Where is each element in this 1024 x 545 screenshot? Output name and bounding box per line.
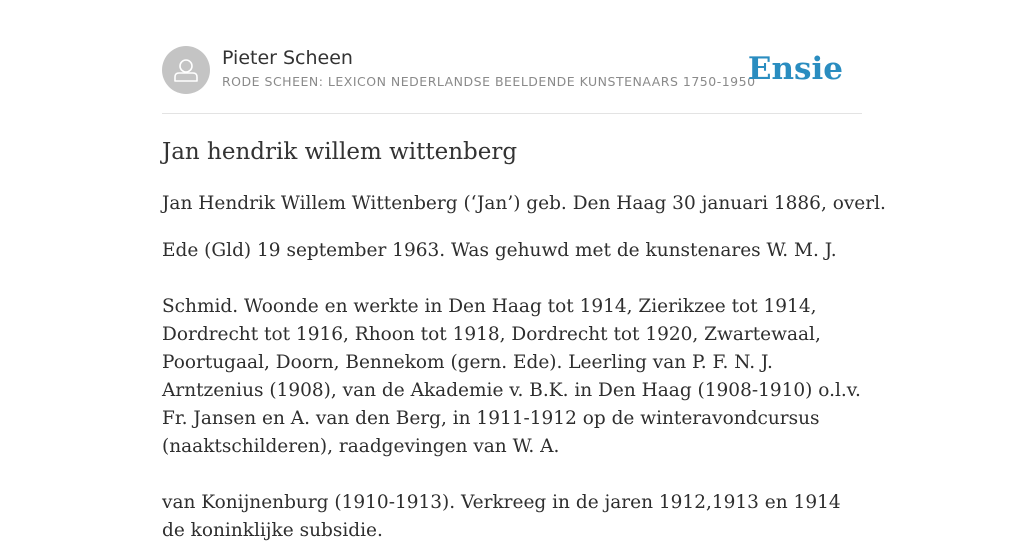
article-paragraph: van Konijnenburg (1910-1913). Verkreeg in de jaren 1912,1913 en 1914 de koninklijke subsidie. (162, 492, 841, 541)
article-paragraph: Schmid. Woonde en werkte in Den Haag tot 1914, Zierikzee tot 1914, Dordrecht tot 1916, Rhoon tot 1918, Dordrecht tot 1920, Zwartewaal, Poortugaal, Doorn, Bennekom (gern. Ede). Leerling van P. F. N. J. Arntzenius (1908), van de Akademie v. B.K. in Den Haag (1908-1910) o.l.v. Fr. Jansen en A. van den Berg, in 1911-1912 op de winteravondcursus (naaktschilderen), raadgevingen van W. A. (162, 296, 861, 457)
user-icon (162, 46, 210, 94)
article-title: Jan hendrik willem wittenberg (162, 139, 518, 165)
header (162, 46, 862, 96)
source-title[interactable]: RODE SCHEEN: LEXICON NEDERLANDSE BEELDENDE KUNSTENAARS 1750-1950 (222, 74, 756, 89)
author-avatar[interactable] (162, 46, 210, 94)
header-divider (162, 113, 862, 114)
article-paragraph: Jan Hendrik Willem Wittenberg (‘Jan’) geb. Den Haag 30 januari 1886, overl. (162, 193, 886, 214)
author-name[interactable]: Pieter Scheen (222, 47, 353, 69)
brand-logo[interactable]: Ensie (747, 51, 843, 87)
article (162, 136, 886, 545)
article-paragraph: Ede (Gld) 19 september 1963. Was gehuwd met de kunstenares W. M. J. (162, 240, 837, 261)
